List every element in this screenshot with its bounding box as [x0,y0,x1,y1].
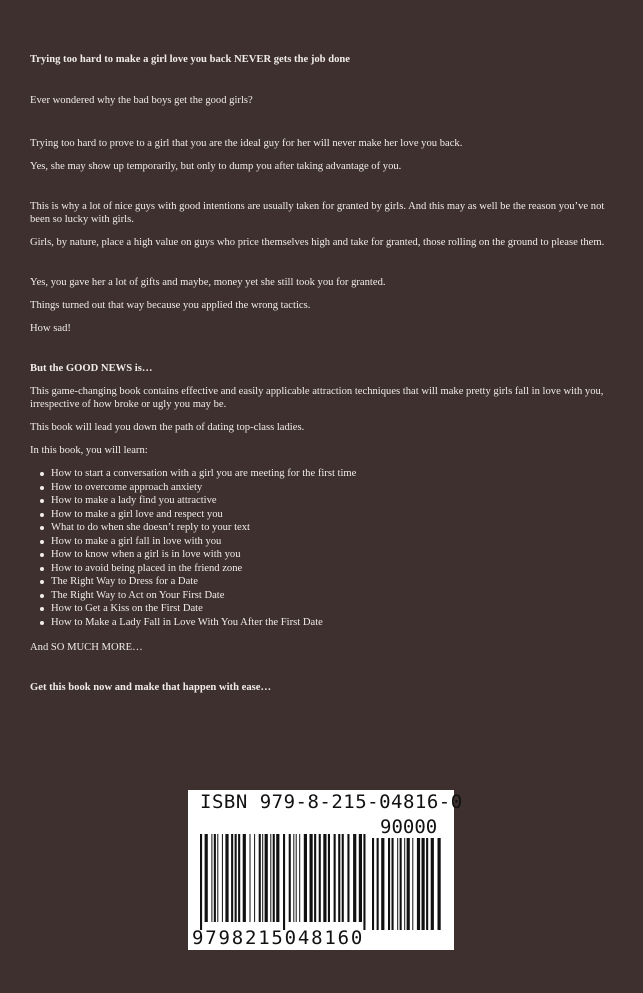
list-item: How to know when a girl is in love with you [40,548,615,562]
barcode-bar [363,834,365,930]
price-code: 90000 [380,816,438,838]
barcode-bar [259,834,261,922]
barcode-bar [250,834,251,922]
barcode-bar [276,834,279,922]
barcode-bar [283,834,285,930]
barcode-bar [225,834,228,922]
paragraph-gifts: Yes, you gave her a lot of gifts and maybe, money yet she still took you for granted. [30,277,386,288]
barcode-bar [289,834,291,922]
barcode-bar [397,838,398,930]
barcode-bar [372,838,374,930]
barcode-bar [359,834,362,922]
barcode-bar [323,834,326,922]
barcode-bar [214,834,216,922]
barcode-bar [404,838,405,930]
barcode-bar [417,838,420,930]
list-item: How to avoid being placed in the friend zone [40,562,615,576]
barcode-bar [299,834,300,922]
list-item: How to start a conversation with a girl you are meeting for the first time [40,467,615,481]
barcode-bar [200,834,202,930]
barcode-bar [293,834,294,922]
barcode-bar [205,834,208,922]
barcode-bar [235,834,237,922]
barcode-bar [353,834,356,922]
paragraph-nice-guys: This is why a lot of nice guys with good intentions are usually taken for granted by girls. And this may as well be the reason you’ve not been so lucky with girls. [30,201,605,225]
barcode-bar [400,838,402,930]
ean-digits: 9798215048160 [192,927,365,949]
barcode-bar [431,838,434,930]
barcode-bar [217,834,218,922]
list-item: The Right Way to Dress for a Date [40,575,615,589]
list-item: The Right Way to Act on Your First Date [40,589,615,603]
list-item: What to do when she doesn’t reply to your text [40,521,615,535]
paragraph-path: This book will lead you down the path of dating top-class ladies. [30,422,305,433]
barcode-bar [438,838,441,930]
list-item: How to make a girl love and respect you [40,508,615,522]
barcode-bar [270,834,271,922]
list-item: How to make a lady find you attractive [40,494,615,508]
back-cover-text [30,53,615,694]
barcode-bar [426,838,428,930]
list-item: How to Make a Lady Fall in Love With You After the First Date [40,616,615,630]
barcode-bar [273,834,275,922]
isbn-barcode [188,790,463,950]
barcode-bar [254,834,255,922]
barcode-bar [377,838,379,930]
barcode-bar [334,834,336,922]
paragraph-tactics: Things turned out that way because you applied the wrong tactics. [30,300,311,311]
barcode-bar [265,834,268,922]
paragraph-value: Girls, by nature, place a high value on guys who price themselves high and take for granted, those rolling on the ground to please them. [30,237,605,248]
barcode-bar [222,834,223,922]
paragraph-book: This game-changing book contains effective and easily applicable attraction techniques that will make pretty girls fall in love with you, irrespective of how broke or ugly you may be. [30,386,604,410]
barcode-bar [412,838,413,930]
barcode-bar [314,834,316,922]
barcode-bar [238,834,240,922]
list-item: How to Get a Kiss on the First Date [40,602,615,616]
barcode-bar [338,834,340,922]
learn-intro: In this book, you will learn: [30,445,148,456]
headline: Trying too hard to make a girl love you back NEVER gets the job done [30,54,350,65]
price-addon-bars [372,838,442,931]
barcode-bar [211,834,212,922]
paragraph-try-hard: Trying too hard to prove to a girl that you are the ideal guy for her will never make her love you back. [30,138,463,149]
barcode-bar [381,838,384,930]
list-item: How to overcome approach anxiety [40,481,615,495]
barcode-bar [262,834,263,922]
question: Ever wondered why the bad boys get the good girls? [30,95,253,106]
barcode-bar [296,834,297,922]
barcode-bar [304,834,307,922]
barcode-bar [347,834,349,922]
isbn-label: ISBN 979-8-215-04816-0 [200,791,463,813]
call-to-action: Get this book now and make that happen with ease… [30,682,272,693]
barcode-bar [388,838,390,930]
barcode-bar [231,834,233,922]
ean-barcode-bars [200,834,368,931]
paragraph-temporary: Yes, she may show up temporarily, but only to dump you after taking advantage of you. [30,161,402,172]
barcode-bar [407,838,410,930]
barcode-bar [243,834,246,922]
barcode-bar [319,834,321,922]
barcode-bar [392,838,394,930]
barcode-bar [328,834,330,922]
barcode-bar [422,838,425,930]
barcode-bar [342,834,344,922]
paragraph-sad: How sad! [30,323,71,334]
barcode-bar [310,834,313,922]
learn-list [30,467,615,629]
good-news-heading: But the GOOD NEWS is… [30,363,153,374]
list-item: How to make a girl fall in love with you [40,535,615,549]
and-so-much-more: And SO MUCH MORE… [30,642,143,653]
